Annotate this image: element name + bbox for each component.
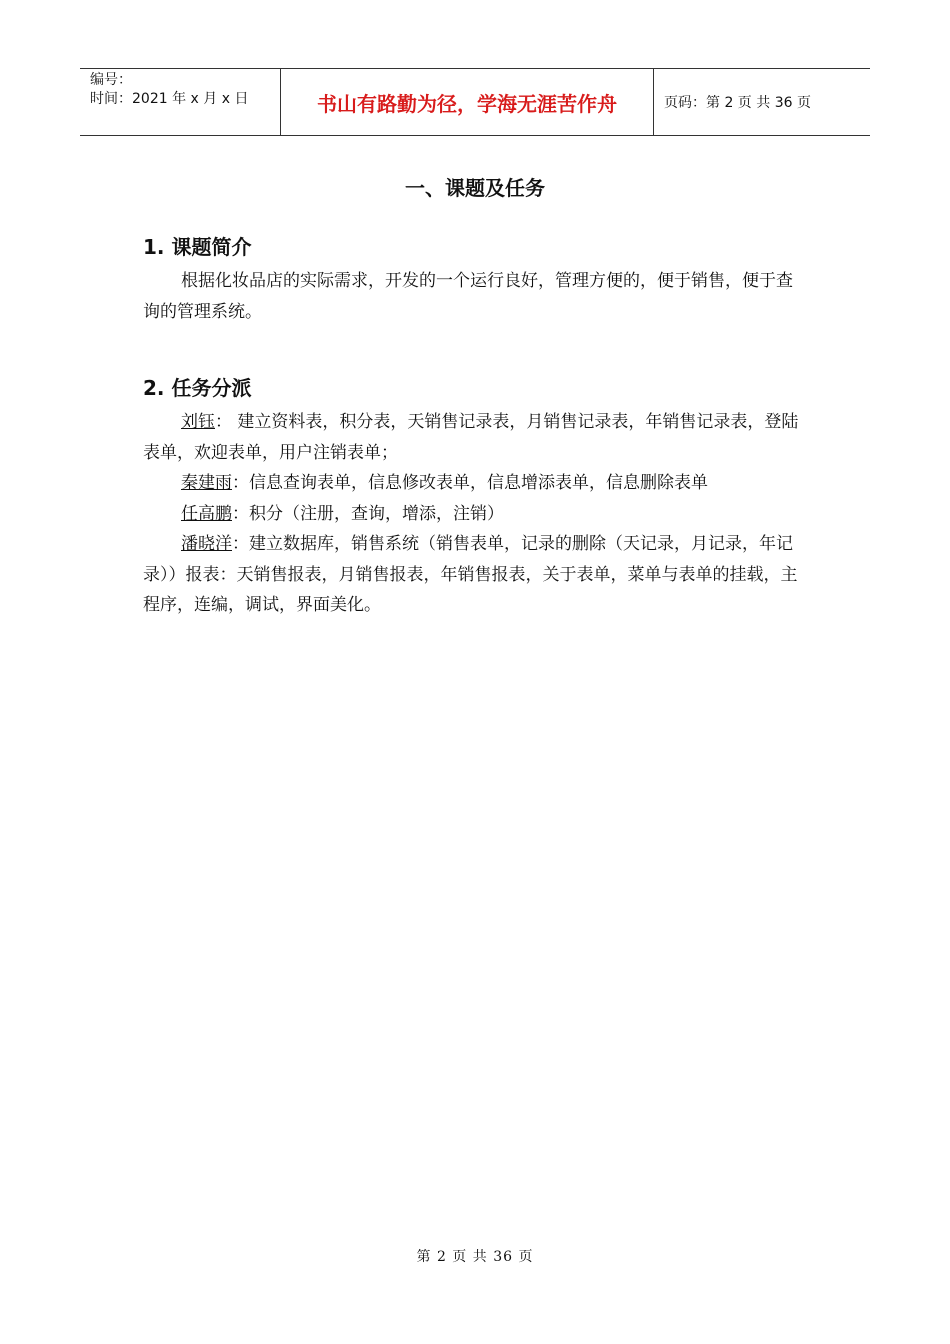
heading-task-assignment: 2. 任务分派 [143,376,252,400]
assignee-name: 刘钰 [181,412,215,432]
assignment-item [143,499,807,530]
header-page-info: 页码：第 2 页 共 36 页 [664,95,811,111]
assignment-task: 信息查询表单，信息修改表单，信息增添表单，信息删除表单 [249,473,708,493]
header-meta [80,69,281,135]
assignment-separator: ： [232,534,249,554]
assignment-task: 建立数据库，销售系统（销售表单，记录的删除（天记录，月记录，年记录））报表：天销售报表，月销售报表，年销售报表，关于表单，菜单与表单的挂载，主程序，连编，调试，界面美化。 [143,534,798,615]
topic-intro-text: 根据化妆品店的实际需求，开发的一个运行良好，管理方便的，便于销售，便于查询的管理系统。 [143,271,793,322]
assignment-task: 建立资料表，积分表，天销售记录表，月销售记录表，年销售记录表，登陆表单，欢迎表单，用户注销表单； [143,412,799,463]
assignment-item [143,529,807,621]
assignment-separator: ： [232,473,249,493]
assignee-name: 任高鹏 [181,503,232,524]
heading-topic-intro: 1. 课题简介 [143,235,252,259]
document-date: 时间：2021 年 x 月 x 日 [90,91,249,107]
assignment-separator: ： [232,503,249,524]
assignment-item [143,407,807,468]
assignment-separator: ： [215,412,238,432]
header-motto: 书山有路勤为径，学海无涯苦作舟 [281,69,654,135]
assignment-item [143,468,807,499]
document-number-label: 编号： [90,72,132,88]
topic-intro-paragraph [143,266,807,327]
section-title: 一、课题及任务 [405,176,545,200]
assignee-name: 潘晓洋 [181,534,232,554]
assignment-task: 积分（注册，查询，增添，注销） [249,503,504,524]
task-assignment-list [143,407,807,621]
assignee-name: 秦建雨 [181,473,232,493]
page-footer: 第 2 页 共 36 页 [416,1249,534,1265]
page-header [80,68,870,136]
